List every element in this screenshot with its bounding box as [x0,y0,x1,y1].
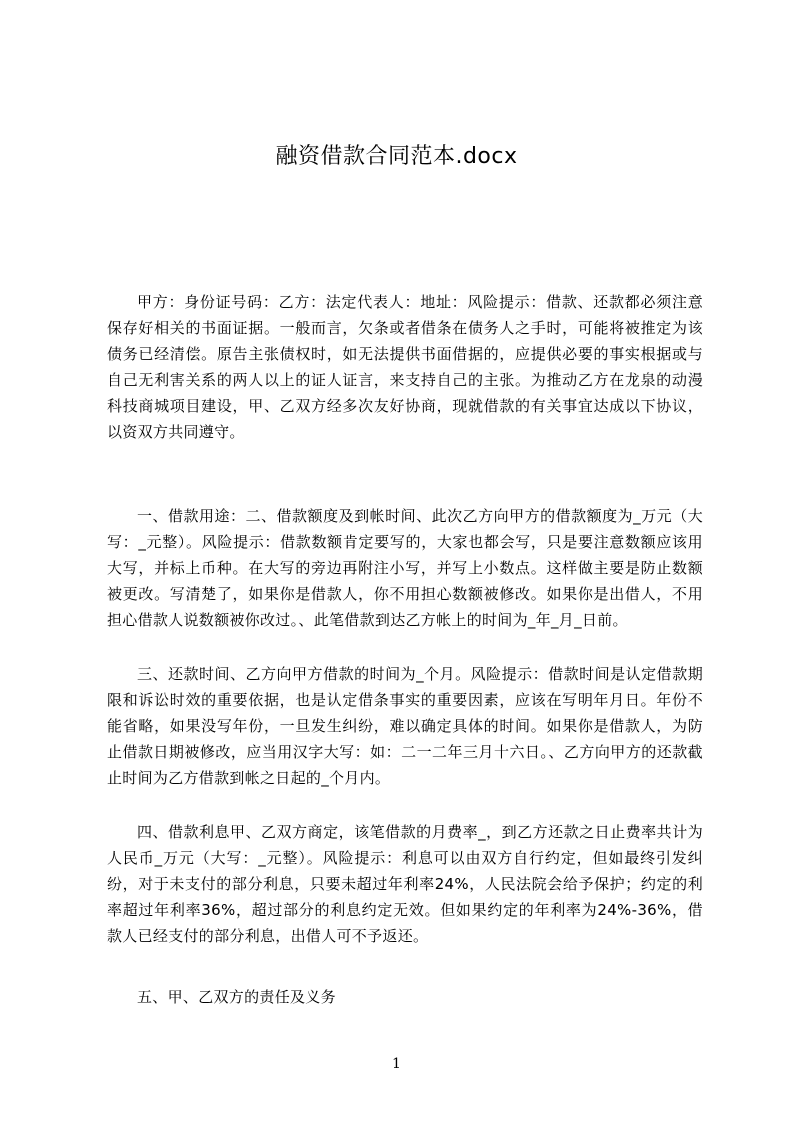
paragraph-loan-interest: 四、借款利息甲、乙双方商定，该笔借款的月费率_，到乙方还款之日止费率共计为人民币_万元（大写：_元整）。风险提示：利息可以由双方自行约定，但如最终引发纠纷，对于未支付的部分利息，只要未超过年利率24%，人民法院会给予保护；约定的利率超过年利率36%，超过部分的利息约定无效。但如果约定的年利率为24%-36%，借款人已经支付的部分利息，出借人可不予返还。 [107,823,703,945]
document-title: 融资借款合同范本.docx [275,144,518,169]
paragraph-loan-purpose-amount: 一、借款用途：二、借款额度及到帐时间、此次乙方向甲方的借款额度为_万元（大写：_元整）。风险提示：借款数额肯定要写的，大家也都会写，只是要注意数额应该用大写，并标上币种。在大写的旁边再附注小写，并写上小数点。这样做主要是防止数额被更改。写清楚了，如果你是借款人，你不用担心数额被修改。如果你是出借人，不用担心借款人说数额被你改过。、此笔借款到达乙方帐上的时间为_年_月_日前。 [107,507,703,629]
paragraph-responsibilities-heading: 五、甲、乙双方的责任及义务 [137,988,336,1006]
page-number: 1 [392,1056,401,1072]
paragraph-repayment-time: 三、还款时间、乙方向甲方借款的时间为_个月。风险提示：借款时间是认定借款期限和诉讼时效的重要依据，也是认定借条事实的重要因素，应该在写明年月日。年份不能省略，如果没写年份，一旦发生纠纷，难以确定具体的时间。如果你是借款人，为防止借款日期被修改，应当用汉字大写：如：二一二年三月十六日。、乙方向甲方的还款截止时间为乙方借款到帐之日起的_个月内。 [107,665,703,787]
paragraph-preamble: 甲方：身份证号码：乙方：法定代表人：地址：风险提示：借款、还款都必须注意保存好相关的书面证据。一般而言，欠条或者借条在债务人之手时，可能将被推定为该债务已经清偿。原告主张债权时，如无法提供书面借据的，应提供必要的事实根据或与自己无利害关系的两人以上的证人证言，来支持自己的主张。为推动乙方在龙泉的动漫科技商城项目建设，甲、乙双方经多次友好协商，现就借款的有关事宜达成以下协议，以资双方共同遵守。 [107,293,703,441]
